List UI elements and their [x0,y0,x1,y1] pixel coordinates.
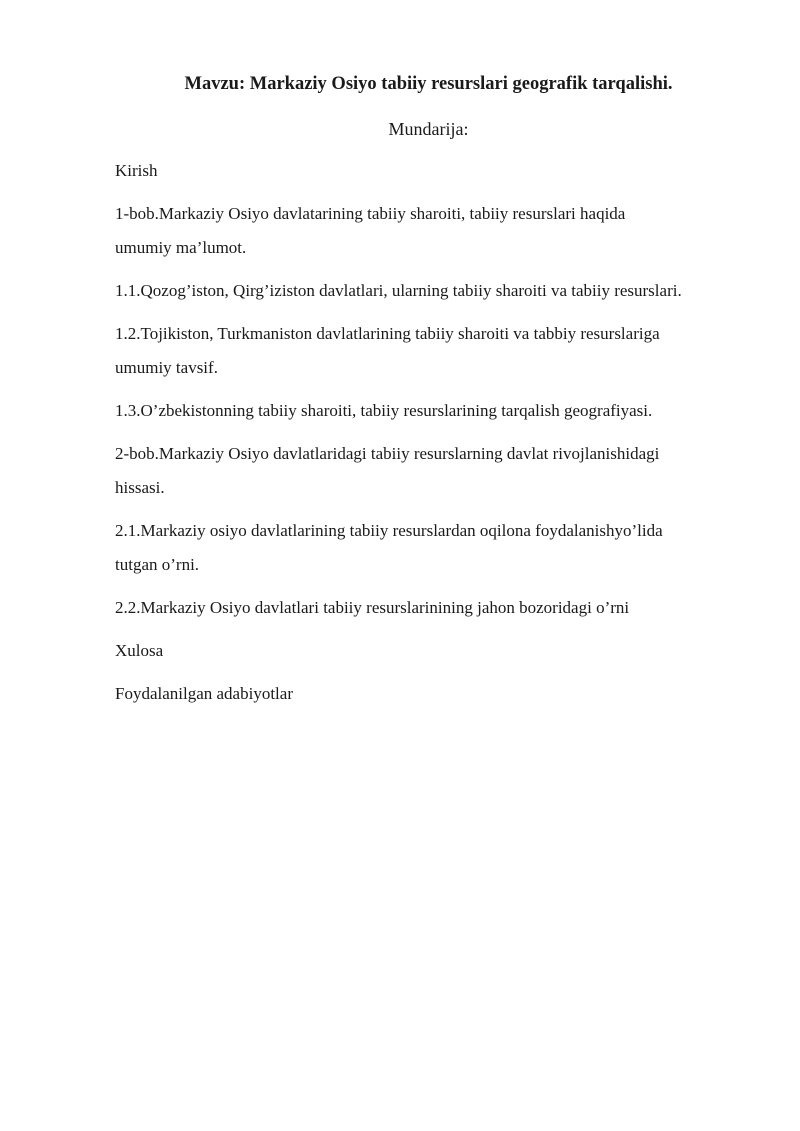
toc-entry-xulosa [115,634,742,668]
toc-heading: Mundarija: [388,119,469,139]
toc-entry-section-2-1 [115,514,742,582]
toc-line: Xulosa [115,641,164,660]
toc-entry-chapter-1 [115,197,742,265]
toc-line: 1.1.Qozog’iston, Qirg’iziston davlatlari, ularning tabiiy sharoiti va tabiiy resurslari. [115,281,682,300]
toc-line: Kirish [115,161,158,180]
toc-entry-adabiyotlar [115,677,742,711]
toc-line: 1.2.Tojikiston, Turkmaniston davlatlarining tabiiy sharoiti va tabbiy resurslariga [115,324,660,343]
toc-entry-section-1-1 [115,274,742,308]
toc-entry-kirish [115,154,742,188]
toc-line: hissasi. [115,478,165,497]
document-title: Mavzu: Markaziy Osiyo tabiiy resurslari geografik tarqalishi. [184,74,673,94]
toc-line: tutgan o’rni. [115,555,200,574]
toc-entry-section-1-2 [115,317,742,385]
toc-line: 2.1.Markaziy osiyo davlatlarining tabiiy resurslardan oqilona foydalanishyo’lida [115,521,663,540]
toc-line: umumiy tavsif. [115,358,218,377]
toc-entry-section-1-3 [115,394,742,428]
toc-line: 1-bob.Markaziy Osiyo davlatarining tabiiy sharoiti, tabiiy resurslari haqida [115,204,626,223]
toc-entry-section-2-2 [115,591,742,625]
toc-line: 1.3.O’zbekistonning tabiiy sharoiti, tabiiy resurslarining tarqalish geografiyasi. [115,401,653,420]
toc-entry-chapter-2 [115,437,742,505]
toc-line: 2-bob.Markaziy Osiyo davlatlaridagi tabiiy resurslarning davlat rivojlanishidagi [115,444,660,463]
toc-line: umumiy ma’lumot. [115,238,247,257]
toc-line: 2.2.Markaziy Osiyo davlatlari tabiiy resurslarinining jahon bozoridagi o’rni [115,598,630,617]
toc-line: Foydalanilgan adabiyotlar [115,684,293,703]
